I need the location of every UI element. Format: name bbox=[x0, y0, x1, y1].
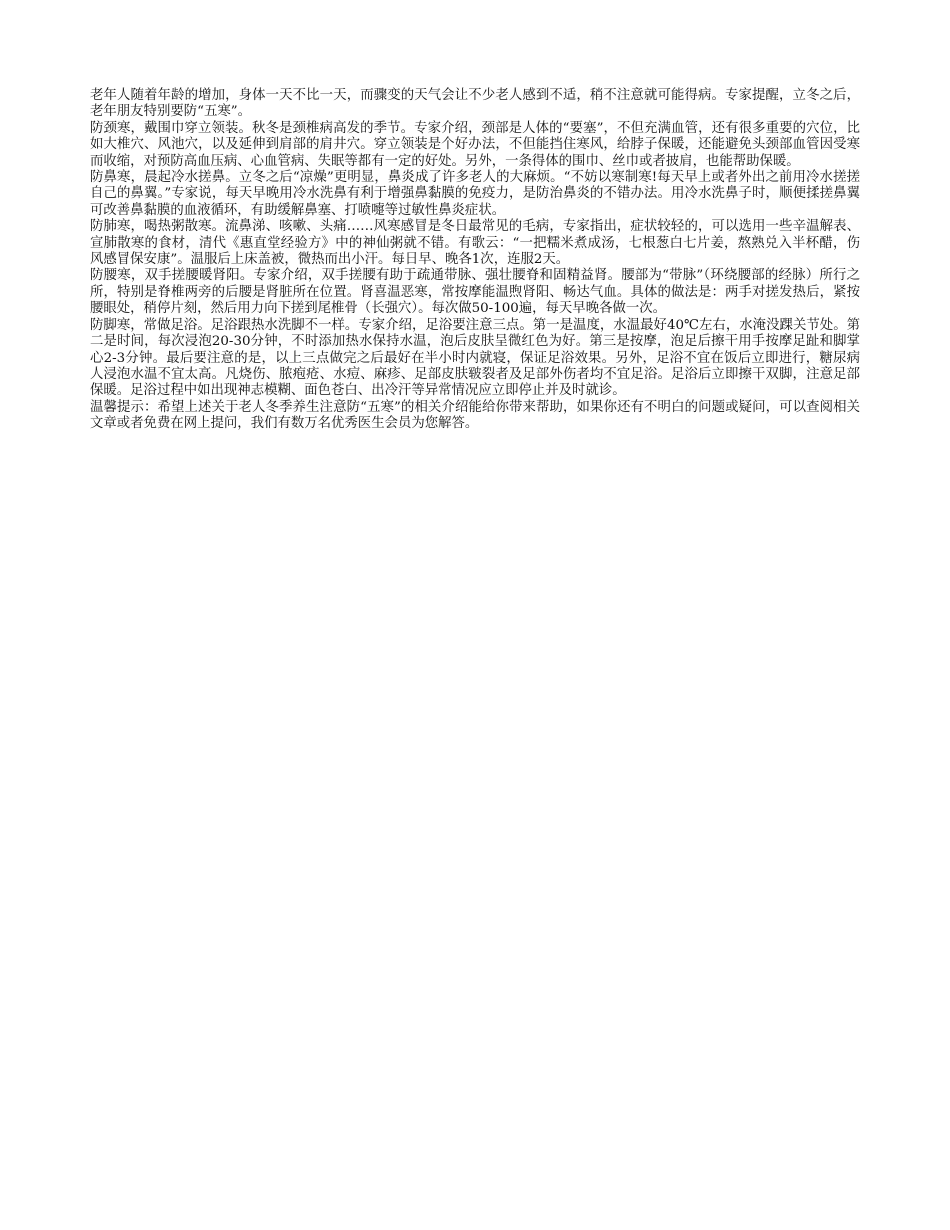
paragraph-waist-cold: 防腰寒，双手搓腰暖肾阳。专家介绍，双手搓腰有助于疏通带脉、强壮腰脊和固精益肾。腰部为“带脉”（环绕腰部的经脉）所行之所，特别是脊椎两旁的后腰是肾脏所在位置。肾喜温恶寒，常按摩能温煦肾阳、畅达气血。具体的做法是：两手对搓发热后，紧按腰眼处，稍停片刻，然后用力向下搓到尾椎骨（长强穴）。每次做50-100遍，每天早晚各做一次。 bbox=[90, 268, 860, 317]
paragraph-intro: 老年人随着年龄的增加，身体一天不比一天，而骤变的天气会让不少老人感到不适，稍不注意就可能得病。专家提醒，立冬之后，老年朋友特别要防“五寒”。 bbox=[90, 88, 860, 120]
document-body bbox=[90, 88, 860, 433]
paragraph-foot-cold: 防脚寒，常做足浴。足浴跟热水洗脚不一样。专家介绍，足浴要注意三点。第一是温度，水温最好40℃左右，水淹没踝关节处。第二是时间，每次浸泡20-30分钟，不时添加热水保持水温，泡后皮肤呈微红色为好。第三是按摩，泡足后擦干用手按摩足趾和脚掌心2-3分钟。最后要注意的是，以上三点做完之后最好在半小时内就寝，保证足浴效果。另外，足浴不宜在饭后立即进行，糖尿病人浸泡水温不宜太高。凡烧伤、脓疱疮、水痘、麻疹、足部皮肤皲裂者及足部外伤者均不宜足浴。足浴后立即擦干双脚，注意足部保暖。足浴过程中如出现神志模糊、面色苍白、出冷汗等异常情况应立即停止并及时就诊。 bbox=[90, 317, 860, 399]
paragraph-nose-cold: 防鼻寒，晨起冷水搓鼻。立冬之后“凉燥”更明显，鼻炎成了许多老人的大麻烦。“不妨以寒制寒!每天早上或者外出之前用冷水搓搓自己的鼻翼。”专家说，每天早晚用冷水洗鼻有利于增强鼻黏膜的免疫力，是防治鼻炎的不错办法。用冷水洗鼻子时，顺便揉搓鼻翼可改善鼻黏膜的血液循环，有助缓解鼻塞、打喷嚏等过敏性鼻炎症状。 bbox=[90, 170, 860, 218]
paragraph-tip: 温馨提示：希望上述关于老人冬季养生注意防“五寒”的相关介绍能给你带来帮助，如果你还有不明白的问题或疑问，可以查阅相关文章或者免费在网上提问，我们有数万名优秀医生会员为您解答。 bbox=[90, 399, 860, 432]
paragraph-lung-cold: 防肺寒，喝热粥散寒。流鼻涕、咳嗽、头痛……风寒感冒是冬日最常见的毛病，专家指出，症状较轻的，可以选用一些辛温解表、宣肺散寒的食材，清代《惠直堂经验方》中的神仙粥就不错。有歌云：“一把糯米煮成汤，七根葱白七片姜，熬熟兑入半杯醋，伤风感冒保安康”。温服后上床盖被，微热而出小汗。每日早、晚各1次，连服2天。 bbox=[90, 219, 860, 268]
paragraph-neck-cold: 防颈寒，戴围巾穿立领装。秋冬是颈椎病高发的季节。专家介绍，颈部是人体的“要塞”，不但充满血管，还有很多重要的穴位，比如大椎穴、风池穴，以及延伸到肩部的肩井穴。穿立领装是个好办法，不但能挡住寒风，给脖子保暖，还能避免头颈部血管因受寒而收缩，对预防高血压病、心血管病、失眠等都有一定的好处。另外，一条得体的围巾、丝巾或者披肩，也能帮助保暖。 bbox=[90, 120, 860, 169]
